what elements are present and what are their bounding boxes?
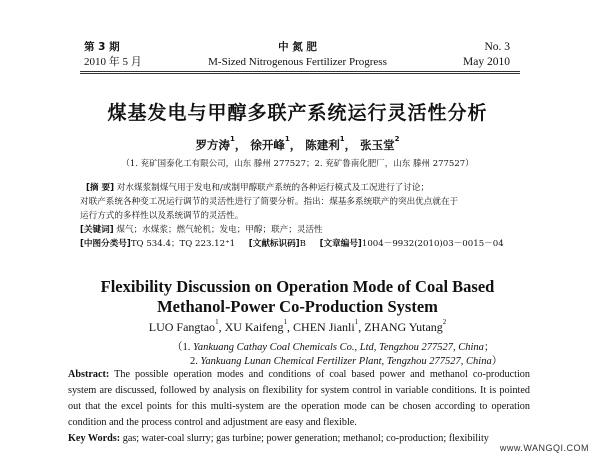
- keywords-label-en: Key Words:: [68, 433, 121, 444]
- issue-number-cn: 第 3 期: [84, 41, 120, 53]
- abstract-cn-line: 运行方式的多样性以及系统调节的灵活性。: [80, 211, 244, 221]
- author-list-cn: 罗方涛$^1$， 徐开峰$^1$， 陈建利$^1$， 张玉堂$^2$: [195, 135, 400, 152]
- abstract-en-line: system are discussed, followed by analysis on flexibility for system control in variable conditions. It is pointed: [68, 385, 530, 396]
- author-name: XU Kaifeng: [224, 320, 284, 334]
- author-list-en: LUO Fangtao$^1$, XU Kaifeng$^1$, CHEN Jianli$^1$, ZHANG Yutang$^2$: [148, 318, 447, 334]
- keywords-cn-text: 煤气；水煤浆；燃气轮机；发电；甲醇；联产；灵活性: [116, 225, 323, 235]
- author-name: 罗方涛: [195, 138, 230, 152]
- abstract-en-text: The possible operation modes and conditions of coal based power and methanol co-production: [114, 369, 530, 380]
- keywords-en-text: gas; water-coal slurry; gas turbine; power generation; methanol; co-production; flexibility: [122, 433, 489, 444]
- clc-value: TQ 534.4；TQ 223.12⁺1: [130, 239, 236, 249]
- abstract-cn-line: [80, 181, 520, 195]
- classification-line: [80, 237, 520, 251]
- abstract-en-line: [68, 367, 530, 383]
- abstract-en-line: out that the excel points for this multi-system are the operation mode can be chosen according to operation: [68, 401, 530, 412]
- affiliation-en-2-prefix: 2.: [190, 356, 198, 367]
- issue-number-en: No. 3: [484, 41, 510, 53]
- paper-title-en: [0, 277, 595, 317]
- affiliation-en-1: [172, 339, 494, 354]
- author-affil-mark: 2: [394, 135, 400, 143]
- abstract-en-line: condition and the process control and adjustment are easy and flexible.: [68, 417, 357, 428]
- affiliation-en-2-text: Yankuang Lunan Chemical Fertilizer Plant, Tengzhou 277527, China: [200, 356, 492, 367]
- author-affil-mark: 1: [284, 135, 290, 143]
- author-affil-mark: 1: [215, 318, 219, 326]
- doc-code-label: [文献标识码]: [248, 239, 300, 249]
- abstract-label-cn: [摘 要]: [86, 183, 115, 193]
- author-affil-mark: 1: [354, 318, 359, 326]
- journal-name-en: M-Sized Nitrogenous Fertilizer Progress: [208, 56, 387, 68]
- header-rule-secondary: [80, 73, 520, 74]
- author-name: LUO Fangtao: [148, 320, 216, 334]
- paper-title-en-line1: Flexibility Discussion on Operation Mode of Coal Based: [100, 277, 495, 296]
- keywords-cn: [80, 223, 520, 237]
- paper-title-cn: 煤基发电与甲醇多联产系统运行灵活性分析: [107, 102, 488, 124]
- author-name: 张玉堂: [360, 138, 395, 152]
- clc-label: [中图分类号]: [80, 239, 131, 249]
- affiliation-en-1-text: Yankuang Cathay Coal Chemicals Co., Ltd, Tengzhou 277527, China: [193, 342, 484, 353]
- affiliation-cn: （1. 兖矿国泰化工有限公司，山东 滕州 277527；2. 兖矿鲁南化肥厂，山东 滕州 277527）: [121, 159, 474, 169]
- journal-name-cn: 中 氮 肥: [278, 41, 317, 53]
- issue-date-cn: 2010 年 5 月: [84, 56, 142, 68]
- abstract-cn-line: 对联产系统各种变工况运行调节的灵活性进行了简要分析。指出：煤基多系统联产的突出优点就在于: [80, 197, 459, 207]
- author-affil-mark: 1: [283, 318, 288, 326]
- author-name: CHEN Jianli: [293, 320, 355, 334]
- keywords-label-cn: [关键词]: [80, 225, 114, 235]
- affiliation-en-2-suffix: ）: [491, 356, 503, 367]
- author-name: ZHANG Yutang: [364, 320, 443, 334]
- article-number-label: [文章编号]: [319, 239, 362, 249]
- site-watermark: www.WANGQI.COM: [499, 443, 589, 453]
- abstract-cn-text: 对水煤浆制煤气用于发电和/或制甲醇联产系统的各种运行模式及工况进行了讨论；: [116, 183, 430, 193]
- author-affil-mark: 1: [339, 135, 345, 143]
- abstract-label-en: Abstract:: [68, 369, 110, 380]
- header-rule: [80, 71, 520, 72]
- author-affil-mark: 2: [442, 318, 447, 326]
- article-number-value: 1004－9932(2010)03－0015－04: [361, 239, 504, 249]
- author-affil-mark: 1: [229, 135, 235, 143]
- affiliation-en-1-suffix: ；: [483, 342, 495, 353]
- keywords-en: [68, 431, 530, 447]
- author-name: 陈建利: [305, 138, 340, 152]
- affiliation-en-2: [190, 353, 502, 368]
- author-name: 徐开峰: [250, 138, 285, 152]
- issue-header-right: [463, 40, 510, 70]
- abstract-cn: [80, 181, 520, 251]
- paper-title-en-line2: Methanol-Power Co-Production System: [157, 297, 438, 316]
- doc-code-value: B: [299, 239, 306, 249]
- abstract-en: [68, 367, 530, 447]
- affiliation-en-1-prefix: （1.: [172, 342, 191, 353]
- issue-date-en: May 2010: [463, 56, 510, 68]
